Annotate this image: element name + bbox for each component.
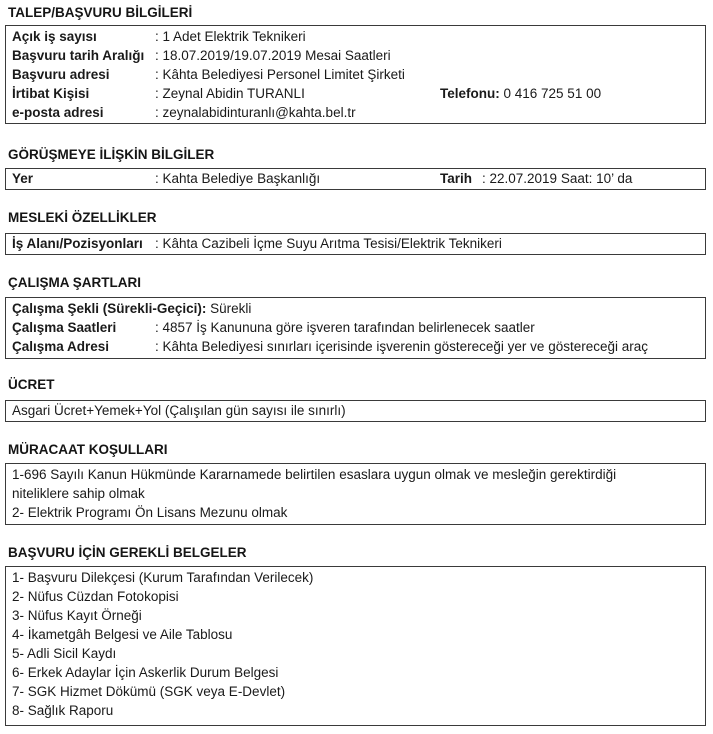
section-title-working-conditions: ÇALIŞMA ŞARTLARI: [8, 275, 141, 290]
document-item: 6- Erkek Adaylar İçin Askerlik Durum Belgesi: [12, 665, 279, 680]
section-title-wage: ÜCRET: [8, 377, 55, 392]
interview-info-box: [5, 168, 706, 190]
label-open-positions: Açık iş sayısı: [12, 29, 97, 44]
label-date: Tarih: [440, 171, 473, 186]
label-contact-person: İrtibat Kişisi: [12, 86, 90, 101]
label-application-address: Başvuru adresi: [12, 67, 110, 82]
section-title-professional: MESLEKİ ÖZELLİKLER: [8, 210, 157, 225]
value-application-dates: : 18.07.2019/19.07.2019 Mesai Saatleri: [155, 48, 391, 63]
value-date: : 22.07.2019 Saat: 10’ da: [482, 171, 633, 186]
label-email: e-posta adresi: [12, 105, 104, 120]
label-application-dates: Başvuru tarih Aralığı: [12, 48, 145, 63]
document-item: 1- Başvuru Dilekçesi (Kurum Tarafından Verilecek): [12, 570, 314, 585]
label-work-address: Çalışma Adresi: [12, 339, 110, 354]
value-application-address: : Kâhta Belediyesi Personel Limitet Şirketi: [155, 67, 405, 82]
professional-box: [5, 233, 706, 255]
value-email: : zeynalabidinturanlı@kahta.bel.tr: [155, 105, 356, 120]
value-work-hours: : 4857 İş Kanununa göre işveren tarafından belirlenecek saatler: [155, 320, 535, 335]
document-item: 8- Sağlık Raporu: [12, 703, 114, 718]
application-info-box: [5, 25, 706, 124]
value-phone: 0 416 725 51 00: [499, 86, 602, 101]
value-work-type: Sürekli: [206, 301, 252, 316]
label-place: Yer: [12, 171, 34, 186]
document-item: 7- SGK Hizmet Dökümü (SGK veya E-Devlet): [12, 684, 286, 699]
section-title-application-info: TALEP/BAŞVURU BİLGİLERİ: [8, 5, 193, 20]
value-place: : Kahta Belediye Başkanlığı: [155, 171, 321, 186]
label-phone: Telefonu:: [440, 86, 500, 101]
section-title-required-documents: BAŞVURU İÇİN GEREKLİ BELGELER: [8, 545, 247, 560]
wage-box: [5, 400, 706, 422]
document-item: 3- Nüfus Kayıt Örneği: [12, 608, 142, 623]
required-documents-box: [5, 566, 706, 726]
value-open-positions: : 1 Adet Elektrik Teknikeri: [155, 29, 306, 44]
label-position: İş Alanı/Pozisyonları: [12, 236, 143, 251]
label-work-type: Çalışma Şekli (Sürekli-Geçici):: [12, 301, 207, 316]
section-title-requirements: MÜRACAAT KOŞULLARI: [8, 442, 168, 457]
requirements-box: [5, 463, 706, 525]
section-title-interview-info: GÖRÜŞMEYE İLİŞKİN BİLGİLER: [8, 147, 215, 162]
document-item: 2- Nüfus Cüzdan Fotokopisi: [12, 589, 179, 604]
document-item: 5- Adli Sicil Kaydı: [12, 646, 117, 661]
label-work-hours: Çalışma Saatleri: [12, 320, 117, 335]
value-work-address: : Kâhta Belediyesi sınırları içerisinde işverenin göstereceği yer ve göstereceği araç: [155, 339, 648, 354]
document-item: 4- İkametgâh Belgesi ve Aile Tablosu: [12, 627, 233, 642]
contact-phone: [440, 84, 601, 103]
requirement-line: 1-696 Sayılı Kanun Hükmünde Kararnamede belirtilen esaslara uygun olmak ve mesleğin gerektirdiği: [12, 467, 617, 482]
requirement-line: niteliklere sahip olmak: [12, 486, 145, 501]
requirement-line: 2- Elektrik Programı Ön Lisans Mezunu olmak: [12, 505, 288, 520]
value-position: : Kâhta Cazibeli İçme Suyu Arıtma Tesisi/Elektrik Teknikeri: [155, 236, 502, 251]
work-type: [12, 299, 251, 318]
working-conditions-box: [5, 297, 706, 359]
wage-value: Asgari Ücret+Yemek+Yol (Çalışılan gün sayısı ile sınırlı): [12, 403, 346, 418]
value-contact-person: : Zeynal Abidin TURANLI: [155, 86, 305, 101]
